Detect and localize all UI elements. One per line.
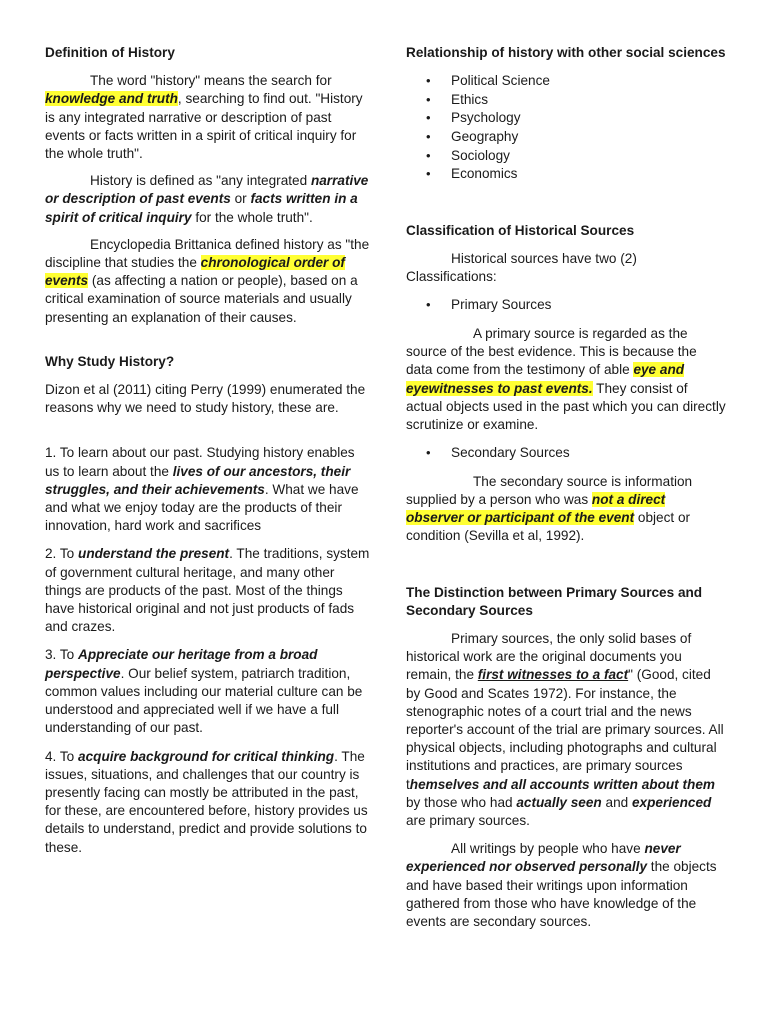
list-item: • Political Science (406, 72, 726, 91)
distinction-paragraph-2: All writings by people who have never experienced nor observed personally the objects and have based their writings upon information gathered from those who have knowledge of the events are secondary sources. (406, 841, 717, 930)
highlight-eyewitnesses: eye and eyewitnesses to past events. (406, 362, 685, 396)
definition-paragraph-3: Encyclopedia Brittanica defined history as "the discipline that studies the chronological order of events (as affecting a nation or people), based on a critical examination of source materials and usually presenting an explanation of their causes. (45, 236, 370, 325)
relationship-heading: Relationship of history with other social sciences (406, 45, 726, 60)
right-column (406, 44, 726, 931)
reason-2: 2. To understand the present. The traditions, system of government cultural heritage, and many other things are products of the past. Most of the things have historical original and not just products of fads and crazes. (45, 546, 370, 635)
reason-4: 4. To acquire background for critical thinking. The issues, situations, and challenges that our country is presently facing can mostly be attributed in the past, for these, are encountered before, history provides us details to understand, predict and provide solutions to these. (45, 748, 368, 855)
highlight-chronological: chronological order of events (45, 255, 345, 289)
highlight-knowledge: knowledge and truth (45, 91, 178, 107)
secondary-sources-bullet: • Secondary Sources (406, 444, 726, 463)
left-column (45, 44, 370, 857)
primary-source-paragraph: A primary source is regarded as the source of the best evidence. This is because the data come from the testimony of able eye and eyewitnesses to past events. They consist of actual objects used in the past which you can directly scrutinize or examine. (406, 325, 726, 432)
classification-heading: Classification of Historical Sources (406, 222, 635, 238)
classification-intro: Historical sources have two (2) Classifications: (406, 250, 637, 285)
reason-3: 3. To Appreciate our heritage from a broad perspective. Our belief system, patriarch tradition, common values including our material culture can be understood and appreciated well if we have a full understanding of our past. (45, 647, 363, 736)
why-study-heading: Why Study History? (45, 353, 175, 369)
list-item: • Economics (406, 165, 726, 184)
list-item: • Geography (406, 128, 726, 147)
list-item: • Sociology (406, 147, 726, 166)
definition-paragraph-2: History is defined as "any integrated narrative or description of past events or facts written in a spirit of critical inquiry for the whole truth". (45, 173, 369, 225)
reason-1: 1. To learn about our past. Studying history enables us to learn about the lives of our ancestors, their struggles, and their achievements. What we have and what we enjoy today are the products of their innovation, hard work and sacrifices (45, 445, 359, 534)
highlight-not-direct-observer: not a direct observer or participant of the event (406, 491, 666, 526)
definition-paragraph-1: The word "history" means the search for knowledge and truth, searching to find out. "History is any integrated narrative or description of past events or facts written in a spirit of critical inquiry for the whole truth". (45, 73, 363, 162)
primary-sources-bullet: • Primary Sources (406, 296, 726, 315)
definition-heading: Definition of History (45, 45, 175, 60)
secondary-source-paragraph: The secondary source is information supplied by a person who was not a direct observer or participant of the event object or condition (Sevilla et al, 1992). (406, 473, 693, 544)
why-intro: Dizon et al (2011) citing Perry (1999) enumerated the reasons why we need to study history, these are. (45, 382, 366, 416)
distinction-paragraph-1: Primary sources, the only solid bases of historical work are the original documents you remain, the first witnesses to a fact" (Good, cited by Good and Scates 1972). For instance, the stenographic notes of a court trial and the news reporter's account of the trial are primary sources. All physical objects, including photographs and cultural institutions and practices, are primary sources themselves and all accounts written about them by those who had actually seen and experienced are primary sources. (406, 631, 724, 829)
distinction-heading: The Distinction between Primary Sources and Secondary Sources (406, 584, 703, 618)
list-item: • Psychology (406, 109, 726, 128)
social-sciences-list (406, 72, 726, 184)
list-item: • Ethics (406, 91, 726, 110)
